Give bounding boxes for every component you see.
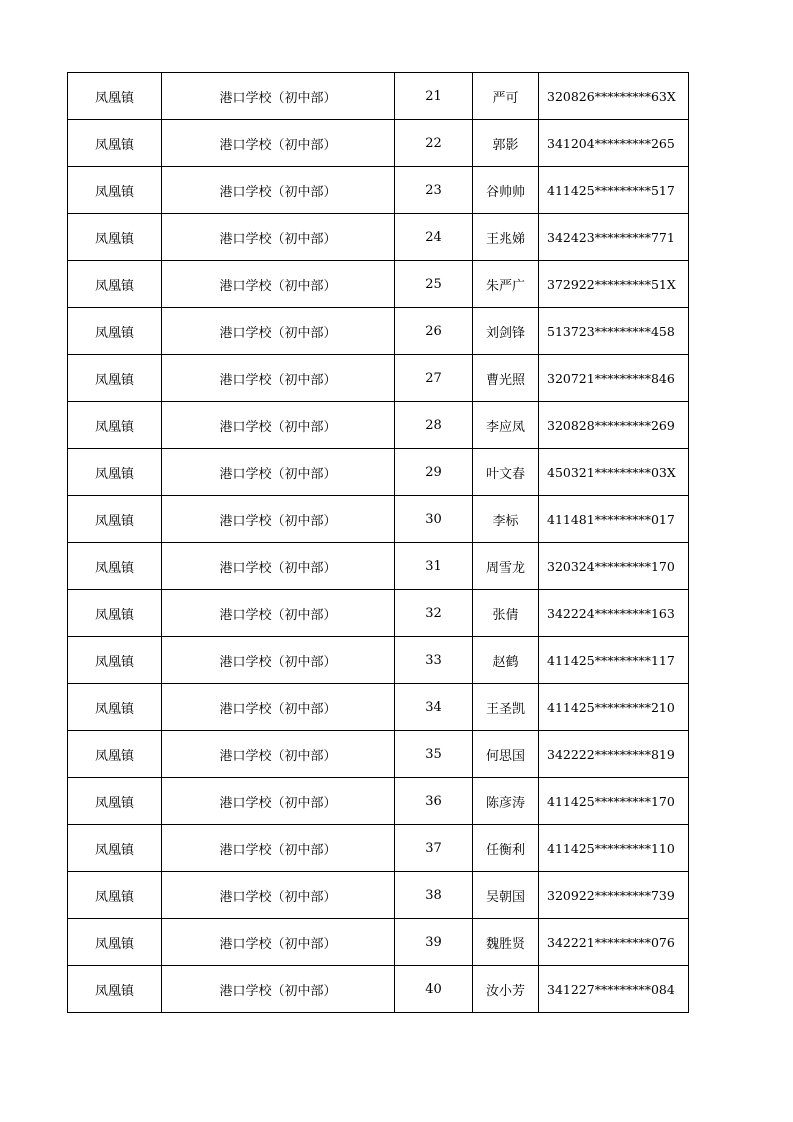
table-row [68,308,689,355]
town-cell: 凤凰镇 [68,872,162,919]
id-number-cell: 513723*********458 [539,308,689,355]
name-cell: 周雪龙 [473,543,539,590]
table-row [68,449,689,496]
school-cell: 港口学校（初中部） [162,355,395,402]
town-cell: 凤凰镇 [68,167,162,214]
school-cell: 港口学校（初中部） [162,590,395,637]
name-cell: 何思国 [473,731,539,778]
school-cell: 港口学校（初中部） [162,496,395,543]
name-cell: 任衡利 [473,825,539,872]
name-cell: 汝小芳 [473,966,539,1013]
school-cell: 港口学校（初中部） [162,778,395,825]
id-number-cell: 342423*********771 [539,214,689,261]
school-cell: 港口学校（初中部） [162,308,395,355]
id-number-cell: 411425*********517 [539,167,689,214]
number-cell: 29 [395,449,473,496]
table-row [68,73,689,120]
town-cell: 凤凰镇 [68,120,162,167]
id-number-cell: 411425*********170 [539,778,689,825]
roster-table-body [68,73,689,1013]
table-row [68,543,689,590]
number-cell: 32 [395,590,473,637]
number-cell: 30 [395,496,473,543]
name-cell: 朱严广 [473,261,539,308]
name-cell: 严可 [473,73,539,120]
school-cell: 港口学校（初中部） [162,966,395,1013]
table-row [68,731,689,778]
name-cell: 魏胜贤 [473,919,539,966]
table-row [68,120,689,167]
name-cell: 张倩 [473,590,539,637]
school-cell: 港口学校（初中部） [162,120,395,167]
table-row [68,637,689,684]
id-number-cell: 341204*********265 [539,120,689,167]
table-row [68,919,689,966]
id-number-cell: 320826*********63X [539,73,689,120]
table-row [68,261,689,308]
table-row [68,496,689,543]
number-cell: 23 [395,167,473,214]
number-cell: 22 [395,120,473,167]
town-cell: 凤凰镇 [68,543,162,590]
school-cell: 港口学校（初中部） [162,684,395,731]
table-row [68,825,689,872]
school-cell: 港口学校（初中部） [162,73,395,120]
town-cell: 凤凰镇 [68,919,162,966]
school-cell: 港口学校（初中部） [162,449,395,496]
school-cell: 港口学校（初中部） [162,543,395,590]
id-number-cell: 342222*********819 [539,731,689,778]
number-cell: 35 [395,731,473,778]
town-cell: 凤凰镇 [68,825,162,872]
school-cell: 港口学校（初中部） [162,731,395,778]
number-cell: 33 [395,637,473,684]
roster-table [67,72,689,1013]
town-cell: 凤凰镇 [68,496,162,543]
id-number-cell: 320324*********170 [539,543,689,590]
town-cell: 凤凰镇 [68,402,162,449]
school-cell: 港口学校（初中部） [162,872,395,919]
table-row [68,966,689,1013]
number-cell: 40 [395,966,473,1013]
table-row [68,778,689,825]
id-number-cell: 411425*********110 [539,825,689,872]
town-cell: 凤凰镇 [68,308,162,355]
id-number-cell: 411425*********210 [539,684,689,731]
name-cell: 陈彦涛 [473,778,539,825]
id-number-cell: 320828*********269 [539,402,689,449]
name-cell: 王圣凯 [473,684,539,731]
table-row [68,872,689,919]
id-number-cell: 342221*********076 [539,919,689,966]
table-row [68,355,689,402]
table-row [68,684,689,731]
town-cell: 凤凰镇 [68,449,162,496]
school-cell: 港口学校（初中部） [162,167,395,214]
number-cell: 25 [395,261,473,308]
name-cell: 李应凤 [473,402,539,449]
number-cell: 26 [395,308,473,355]
school-cell: 港口学校（初中部） [162,637,395,684]
town-cell: 凤凰镇 [68,684,162,731]
name-cell: 曹光照 [473,355,539,402]
id-number-cell: 411425*********117 [539,637,689,684]
name-cell: 吴朝国 [473,872,539,919]
name-cell: 李标 [473,496,539,543]
table-row [68,214,689,261]
town-cell: 凤凰镇 [68,590,162,637]
town-cell: 凤凰镇 [68,966,162,1013]
town-cell: 凤凰镇 [68,261,162,308]
id-number-cell: 320721*********846 [539,355,689,402]
town-cell: 凤凰镇 [68,778,162,825]
id-number-cell: 411481*********017 [539,496,689,543]
id-number-cell: 320922*********739 [539,872,689,919]
name-cell: 谷帅帅 [473,167,539,214]
table-row [68,590,689,637]
number-cell: 24 [395,214,473,261]
name-cell: 赵鹤 [473,637,539,684]
town-cell: 凤凰镇 [68,73,162,120]
number-cell: 21 [395,73,473,120]
name-cell: 王兆娣 [473,214,539,261]
number-cell: 28 [395,402,473,449]
id-number-cell: 341227*********084 [539,966,689,1013]
school-cell: 港口学校（初中部） [162,261,395,308]
id-number-cell: 342224*********163 [539,590,689,637]
town-cell: 凤凰镇 [68,731,162,778]
number-cell: 36 [395,778,473,825]
town-cell: 凤凰镇 [68,637,162,684]
school-cell: 港口学校（初中部） [162,919,395,966]
school-cell: 港口学校（初中部） [162,214,395,261]
id-number-cell: 450321*********03X [539,449,689,496]
table-row [68,402,689,449]
number-cell: 39 [395,919,473,966]
number-cell: 37 [395,825,473,872]
name-cell: 叶文春 [473,449,539,496]
id-number-cell: 372922*********51X [539,261,689,308]
name-cell: 刘剑锋 [473,308,539,355]
table-row [68,167,689,214]
town-cell: 凤凰镇 [68,214,162,261]
number-cell: 38 [395,872,473,919]
school-cell: 港口学校（初中部） [162,825,395,872]
number-cell: 34 [395,684,473,731]
number-cell: 27 [395,355,473,402]
school-cell: 港口学校（初中部） [162,402,395,449]
number-cell: 31 [395,543,473,590]
town-cell: 凤凰镇 [68,355,162,402]
name-cell: 郭影 [473,120,539,167]
